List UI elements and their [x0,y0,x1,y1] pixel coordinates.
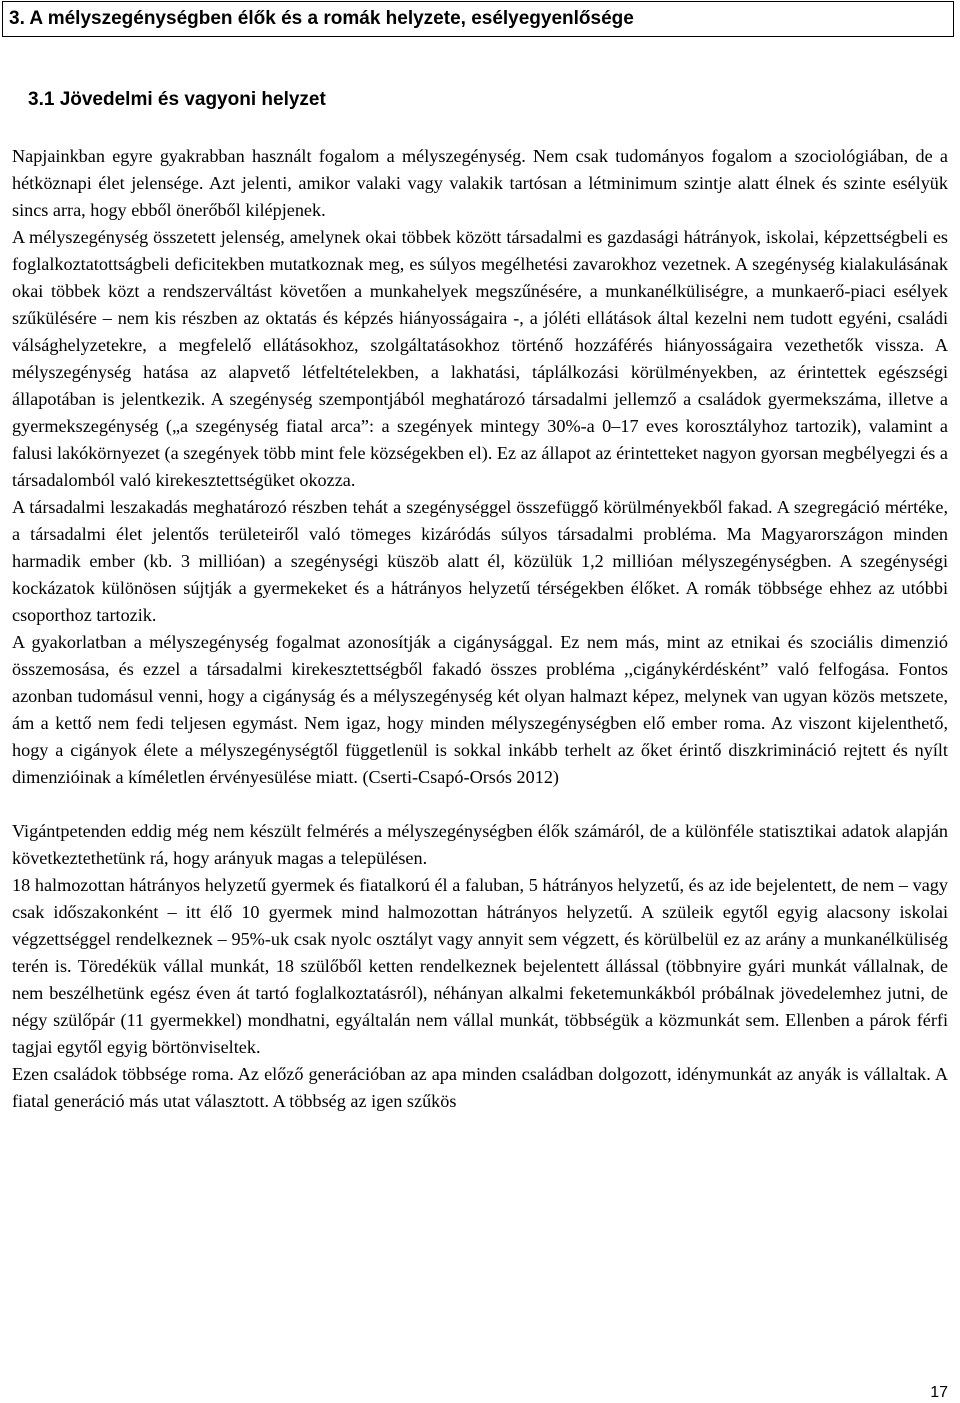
section-title: 3. A mélyszegénységben élők és a romák helyzete, esélyegyenlősége [2,1,954,37]
page-number: 17 [930,1384,948,1401]
paragraph-intro: Napjainkban egyre gyakrabban használt fogalom a mélyszegénység. Nem csak tudományos fogalom a szociológiában, de a hétköznapi élet jelensége. Azt jelenti, amikor valaki vagy valakik tartósan a létminimum szintje alatt élnek és szinte esélyük sincs arra, hogy ebből önerőből kilépjenek. [12,146,948,220]
paragraph-social-exclusion: A társadalmi leszakadás meghatározó részben tehát a szegénységgel összefüggő körülményekből fakad. A szegregáció mértéke, a társadalmi élet jelentős területeiről való tömeges kizáródás súlyos társadalmi probléma. Ma Magyarországon minden harmadik ember (kb. 3 millióan) a szegénységi küszöb alatt él, közülük 1,2 millióan mélyszegénységben. A szegénységi kockázatok különösen sújtják a gyermekeket és a hátrányos helyzetű térségekben élőket. A romák többsége ehhez az utóbbi csoporthoz tartozik. [12,497,948,625]
paragraph-local-families: Ezen családok többsége roma. Az előző generációban az apa minden családban dolgozott, idénymunkát az anyák is vállaltak. A fiatal generáció más utat választott. A többség az igen szűkös [12,1064,948,1111]
paragraph-causes: A mélyszegénység összetett jelenség, amelynek okai többek között társadalmi es gazdasági hátrányok, iskolai, képzettségbeli es foglalkoztatottságbeli deficitekben mutatkoznak meg, es súlyos megélhetési zavarokhoz vezetnek. A szegénység kialakulásának okai többek közt a rendszerváltást követően a munkahelyek megszűnésére, a munkanélküliségre, a munkaerő-piaci esélyek szűkülésére – nem kis részben az oktatás és képzés hiányosságaira -, a jóléti ellátások által kezelni nem tudott egyéni, családi válsághelyzetekre, a megfelelő ellátásokhoz, szolgáltatásokhoz történő hozzáférés hiányosságaira vezethetők vissza. A mélyszegénység hatása az alapvető létfeltételekben, a lakhatási, táplálkozási körülményekben, az érintettek egészségi állapotában is jelentkezik. A szegénység szempontjából meghatározó társadalmi jellemző a családok gyermekszáma, illetve a gyermekszegénység („a szegénység fiatal arca”: a szegények mintegy 30%-a 0–17 eves korosztályhoz tartozik), valamint a falusi lakókörnyezet (a szegények több mint fele községekben el). Ez az állapot az érintetteket nagyon gyorsan megbélyegzi és a társadalomból való kirekesztettségüket okozza. [12,227,948,490]
paragraph-local-children: 18 halmozottan hátrányos helyzetű gyermek és fiatalkorú él a faluban, 5 hátrányos helyzetű, és az ide bejelentett, de nem – vagy csak időszakonként – itt élő 10 gyermek mind halmozottan hátrányos helyzetű. A szüleik egytől egyig alacsony iskolai végzettséggel rendelkeznek – 95%-uk csak nyolc osztályt vagy annyit sem végzett, és körülbelül ez az arány a munkanélküliség terén is. Töredékük vállal munkát, 18 szülőből ketten rendelkeznek bejelentett állással (többnyire gyári munkát vállalnak, de nem beszélhetünk egész éven át tartó foglalkoztatásról), néhányan alkalmi feketemunkákból próbálnak jövedelemhez jutni, de négy szülőpár (11 gyermekkel) mondhatni, egyáltalán nem vállal munkát, többségük a közmunkát sem. Ellenben a párok férfi tagjai egytől egyig börtönviseltek. [12,875,948,1057]
paragraph-roma: A gyakorlatban a mélyszegénység fogalmat azonosítják a cigánysággal. Ez nem más, mint az etnikai és szociális dimenzió összemosása, és ezzel a társadalmi kirekesztettségből fakadó összes probléma ,,cigánykérdésként” való felfogása. Fontos azonban tudomásul venni, hogy a cigányság és a mélyszegénység két olyan halmazt képez, melynek van ugyan közös metszete, ám a kettő nem fedi teljesen egymást. Nem igaz, hogy minden mélyszegénységben elő ember roma. Az viszont kijelenthető, hogy a cigányok élete a mélyszegénységtől függetlenül is sokkal inkább terhelt az őket érintő diszkrimináció rejtett és nyílt dimenzióinak a kíméletlen érvényesülése miatt. (Cserti-Csapó-Orsós 2012) [12,632,948,787]
paragraph-local-survey: Vigántpetenden eddig még nem készült felmérés a mélyszegénységben élők számáról, de a különféle statisztikai adatok alapján következtethetünk rá, hogy arányuk magas a településen. [12,821,948,868]
subsection-title: 3.1 Jövedelmi és vagyoni helyzet [28,89,326,110]
paragraph-gap [12,791,948,818]
body-text [12,143,948,1115]
